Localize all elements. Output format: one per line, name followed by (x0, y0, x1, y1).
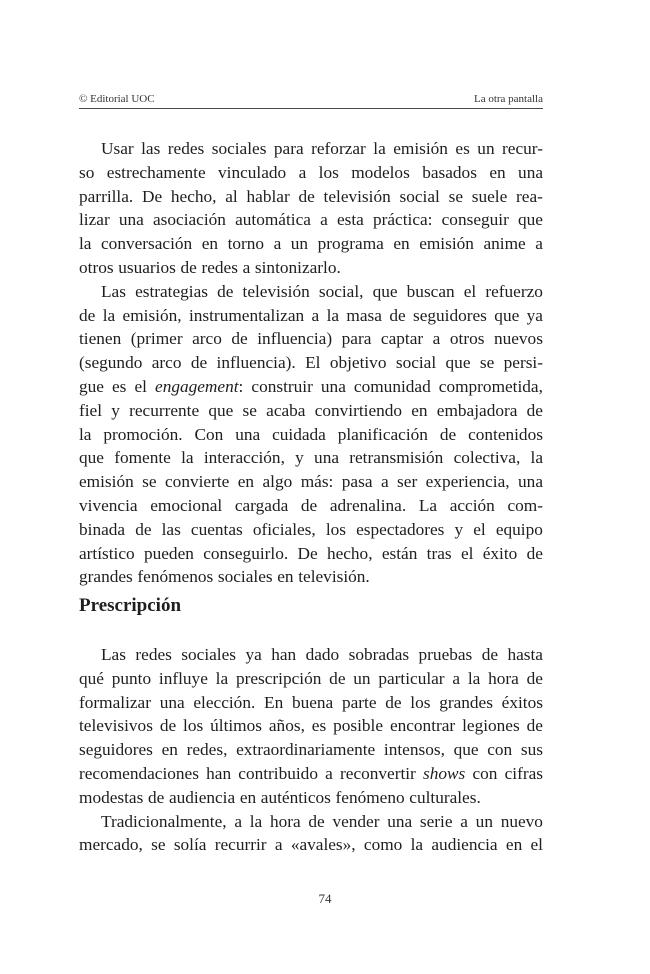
word: embajadora (436, 400, 518, 420)
word: los (325, 519, 346, 539)
word: intensos, (383, 740, 445, 760)
word: ser (397, 472, 418, 492)
word: emocional (150, 495, 223, 515)
word: un (353, 668, 371, 688)
word: la (373, 139, 386, 158)
word: éxito (482, 543, 518, 563)
word: tras (426, 543, 452, 563)
word: recomendaciones (79, 763, 199, 783)
word: Usar (101, 139, 134, 158)
word: lizar (79, 210, 110, 230)
word: de (481, 645, 499, 664)
word: una (518, 162, 543, 182)
word: una (118, 210, 144, 230)
word: serie (419, 811, 453, 831)
word: el (134, 376, 147, 396)
word: que (453, 740, 479, 760)
word: colectiva, (453, 448, 521, 468)
word: a (432, 329, 441, 349)
word: fenómeno (335, 787, 405, 807)
word: (primer (130, 329, 183, 349)
word: a (325, 763, 333, 783)
word: seguidores (79, 740, 153, 760)
word: shows (423, 763, 466, 783)
word: cifras (504, 763, 543, 783)
word: cargada (234, 495, 289, 515)
text-line (79, 137, 543, 161)
word: para (273, 139, 304, 158)
word: están (381, 543, 418, 563)
word: pruebas (418, 645, 473, 664)
word: qué (79, 668, 104, 688)
word: es (311, 716, 327, 736)
word: recurrente (129, 400, 200, 420)
word: masa (346, 305, 382, 325)
word: a (320, 210, 328, 230)
word: televisión. (298, 567, 370, 587)
text-line (79, 667, 543, 691)
word: (segundo (79, 353, 143, 373)
word: la (79, 424, 92, 444)
page-number: 74 (318, 891, 332, 906)
word: es (112, 376, 127, 396)
word: más: (300, 472, 334, 492)
word: años, (268, 716, 305, 736)
word: buscan (406, 281, 455, 301)
word: para (341, 329, 372, 349)
text-line (79, 738, 543, 762)
word: que (79, 448, 104, 468)
word: «avales», (290, 835, 356, 855)
word: sintonizarlo. (254, 257, 341, 277)
text-line (79, 304, 543, 328)
word: de (300, 495, 318, 515)
text-line (79, 208, 543, 232)
word: prescripción (235, 668, 322, 688)
word: otros (449, 329, 485, 349)
word: Tradicionalmente, (101, 811, 227, 831)
word: vinculado (218, 162, 287, 182)
text-line (79, 470, 543, 494)
word: interacción, (203, 448, 285, 468)
word: arco (192, 329, 222, 349)
word: convierte (165, 472, 230, 492)
word: acaba (266, 400, 306, 420)
word: éxitos (501, 692, 543, 712)
word: de (389, 305, 406, 325)
word: sobradas (348, 645, 410, 664)
word: elección. (193, 692, 256, 712)
word: equipo (495, 519, 543, 539)
word: grandes (439, 692, 493, 712)
word: se (479, 353, 495, 373)
word: objetivo (329, 353, 387, 373)
word: de (298, 186, 315, 206)
running-header (79, 93, 543, 107)
word: otros (79, 257, 114, 277)
word: de (135, 519, 152, 539)
section-heading: Prescripción (79, 595, 182, 616)
word: De (297, 543, 318, 563)
word: a (242, 257, 251, 277)
word: como (363, 835, 403, 855)
word: punto (111, 668, 152, 688)
word: un (477, 139, 495, 158)
word: en (393, 234, 410, 254)
word: torno (227, 234, 265, 254)
word: La (418, 495, 438, 515)
word: de (147, 787, 165, 807)
word: a (311, 305, 320, 325)
word: los (183, 716, 204, 736)
word: parrilla. (79, 186, 134, 206)
word: las (141, 139, 161, 158)
word: reconvertir (340, 763, 416, 783)
text-line (79, 280, 543, 304)
word: a (535, 234, 543, 254)
word: captar (380, 329, 424, 349)
word: comunidad (353, 376, 431, 396)
word: que (494, 305, 520, 325)
word: la (326, 305, 340, 325)
header-publisher: © Editorial UOC (79, 93, 155, 105)
word: influye (158, 668, 208, 688)
word: de (439, 424, 457, 444)
word: adrenalina. (329, 495, 407, 515)
word: redes (135, 645, 172, 664)
word: la (249, 811, 263, 831)
word: una (159, 692, 185, 712)
word: de (308, 811, 325, 831)
word: acción (449, 495, 495, 515)
word: engagement: (155, 376, 244, 396)
word: vender (332, 811, 380, 831)
word: televisivos (79, 716, 153, 736)
word: extraordinariamente (236, 740, 376, 760)
word: ya (526, 305, 543, 325)
text-line (79, 691, 543, 715)
word: de (79, 305, 96, 325)
text-line (79, 762, 543, 786)
word: de (385, 692, 402, 712)
word: de (526, 716, 543, 736)
word: hecho, (326, 543, 373, 563)
word: de (231, 329, 248, 349)
word: conseguir (441, 210, 509, 230)
word: encontrar (389, 716, 456, 736)
word: estrategias (135, 281, 208, 301)
word: las (161, 519, 181, 539)
word: y (111, 400, 120, 420)
word: que (518, 210, 543, 230)
word: oficiales, (252, 519, 316, 539)
word: Con (194, 424, 224, 444)
word: un (475, 811, 493, 831)
word: social (395, 353, 437, 373)
word: al (225, 186, 238, 206)
word: hora (488, 668, 519, 688)
word: modelos (351, 162, 410, 182)
word: sociales (211, 139, 267, 158)
text-line (79, 446, 543, 470)
word: a (274, 835, 283, 855)
word: automática (235, 210, 311, 230)
word: audiencia (431, 835, 498, 855)
word: basados (422, 162, 477, 182)
word: un (290, 234, 309, 254)
text-line (79, 327, 543, 351)
word: se (448, 186, 463, 206)
word: social, (318, 281, 364, 301)
word: De (141, 186, 163, 206)
word: de (526, 400, 543, 420)
text-line (79, 714, 543, 738)
word: en (505, 835, 523, 855)
text-line (79, 643, 543, 667)
word: a (273, 234, 282, 254)
word: particular (378, 668, 445, 688)
text-line (79, 565, 543, 589)
word: la (410, 835, 424, 855)
word: construir (251, 376, 313, 396)
word: persi- (503, 353, 543, 373)
word: vivencia (79, 495, 138, 515)
body-text-section-1 (79, 137, 543, 589)
word: influencia). (216, 353, 296, 373)
word: a (460, 811, 468, 831)
word: el (460, 543, 474, 563)
word: últimos (210, 716, 262, 736)
word: com- (507, 495, 543, 515)
word: reforzar (311, 139, 366, 158)
word: y (295, 448, 304, 468)
word: sus (520, 740, 543, 760)
word: una (518, 472, 543, 492)
word: una (235, 424, 261, 444)
word: conseguirlo. (203, 543, 289, 563)
word: buena (291, 692, 334, 712)
word: de (190, 353, 208, 373)
word: retransmisión (349, 448, 444, 468)
text-line (79, 399, 543, 423)
word: en (489, 162, 506, 182)
word: práctica: (372, 210, 433, 230)
word: sociales (217, 567, 273, 587)
word: usuarios (118, 257, 176, 277)
word: gue (79, 376, 104, 396)
word: mercado, (79, 835, 143, 855)
word: que (208, 400, 234, 420)
word: artístico (79, 543, 135, 563)
word: en (237, 472, 255, 492)
word: comprometida, (438, 376, 543, 396)
word: hasta (507, 645, 543, 664)
text-line (79, 810, 543, 834)
word: de (159, 716, 177, 736)
word: fomente (114, 448, 171, 468)
word: el (463, 281, 477, 301)
word: tienen (79, 329, 122, 349)
word: en (411, 400, 428, 420)
word: ya (245, 645, 262, 664)
word: influencia) (257, 329, 333, 349)
word: una (314, 448, 339, 468)
word: emisión, (122, 305, 182, 325)
word: contribuido (238, 763, 318, 783)
word: es (455, 139, 470, 158)
word: redes, (186, 740, 228, 760)
word: legiones (462, 716, 520, 736)
text-line (79, 161, 543, 185)
word: la (215, 668, 229, 688)
word: anime (483, 234, 526, 254)
word: de (526, 668, 543, 688)
word: en (277, 567, 294, 587)
word: la (467, 668, 481, 688)
word: hora (269, 811, 301, 831)
text-line (79, 786, 543, 810)
word: seguidores (413, 305, 487, 325)
word: televisión (323, 186, 391, 206)
word: algo (262, 472, 293, 492)
word: han (206, 763, 232, 783)
word: hecho, (170, 186, 217, 206)
word: modestas (79, 787, 144, 807)
text-line (79, 351, 543, 375)
word: de (217, 281, 234, 301)
word: de (526, 543, 543, 563)
word: programa (317, 234, 384, 254)
word: con (472, 763, 498, 783)
word: el (530, 835, 543, 855)
word: con (487, 740, 513, 760)
word: se (151, 835, 166, 855)
word: culturales. (409, 787, 481, 807)
text-line (79, 423, 543, 447)
word: suele (471, 186, 508, 206)
word: que (372, 281, 398, 301)
word: redes (167, 139, 205, 158)
word: Las (101, 645, 126, 664)
word: en (201, 234, 219, 254)
word: a (234, 811, 242, 831)
word: convirtiendo (314, 400, 403, 420)
word: cuidada (272, 424, 326, 444)
word: dado (305, 645, 340, 664)
word: social (399, 186, 440, 206)
text-line (79, 494, 543, 518)
word: la (530, 448, 543, 468)
word: los (318, 162, 339, 182)
word: redes (201, 257, 238, 277)
word: solía (173, 835, 207, 855)
word: pasa (341, 472, 373, 492)
word: nuevos (493, 329, 543, 349)
word: promoción. (103, 424, 183, 444)
text-line (79, 256, 543, 280)
word: fenómenos (137, 567, 214, 587)
word: los (410, 692, 431, 712)
header-rule (79, 108, 543, 109)
word: de (329, 668, 346, 688)
word: auténticos (260, 787, 331, 807)
word: Las (101, 281, 126, 301)
word: recur- (502, 139, 543, 158)
word: parte (341, 692, 377, 712)
text-line (79, 375, 543, 399)
word: la (79, 234, 92, 254)
word: En (264, 692, 284, 712)
word: la (102, 305, 116, 325)
word: han (271, 645, 297, 664)
word: hablar (246, 186, 290, 206)
word: conversación (101, 234, 193, 254)
body-text-section-2 (79, 643, 543, 857)
word: televisión (242, 281, 310, 301)
word: se (242, 400, 257, 420)
word: de (180, 257, 197, 277)
word: una (387, 811, 413, 831)
text-line (79, 232, 543, 256)
word: El (305, 353, 321, 373)
word: la (181, 448, 194, 468)
word: audiencia (168, 787, 236, 807)
word: se (142, 472, 157, 492)
word: binada (79, 519, 126, 539)
text-line (79, 833, 543, 857)
word: en (239, 787, 257, 807)
word: y (454, 519, 464, 539)
word: emisión (79, 472, 134, 492)
word: que (445, 353, 471, 373)
word: en (161, 740, 178, 760)
word: fiel (79, 400, 103, 420)
word: refuerzo (485, 281, 543, 301)
word: experiencia, (425, 472, 510, 492)
word: posible (333, 716, 384, 736)
word: planificación (337, 424, 428, 444)
word: formalizar (79, 692, 151, 712)
word: estrechamente (106, 162, 206, 182)
word: esta (336, 210, 364, 230)
word: a (298, 162, 307, 182)
header-book-title: La otra pantalla (473, 93, 543, 105)
word: emisión (393, 139, 448, 158)
word: pueden (143, 543, 194, 563)
word: el (473, 519, 486, 539)
word: emisión (419, 234, 474, 254)
word: rea- (516, 186, 543, 206)
word: a (380, 472, 389, 492)
word: contenidos (468, 424, 543, 444)
word: asociación (153, 210, 226, 230)
text-line (79, 518, 543, 542)
word: espectadores (356, 519, 445, 539)
word: arco (151, 353, 182, 373)
word: sociales (181, 645, 237, 664)
word: recurrir (214, 835, 267, 855)
text-line (79, 542, 543, 566)
text-line (79, 185, 543, 209)
word: grandes (79, 567, 133, 587)
word: cuentas (190, 519, 243, 539)
word: so (79, 162, 95, 182)
word: una (320, 376, 346, 396)
word: nuevo (500, 811, 543, 831)
word: a (452, 668, 461, 688)
word: instrumentalizan (188, 305, 305, 325)
